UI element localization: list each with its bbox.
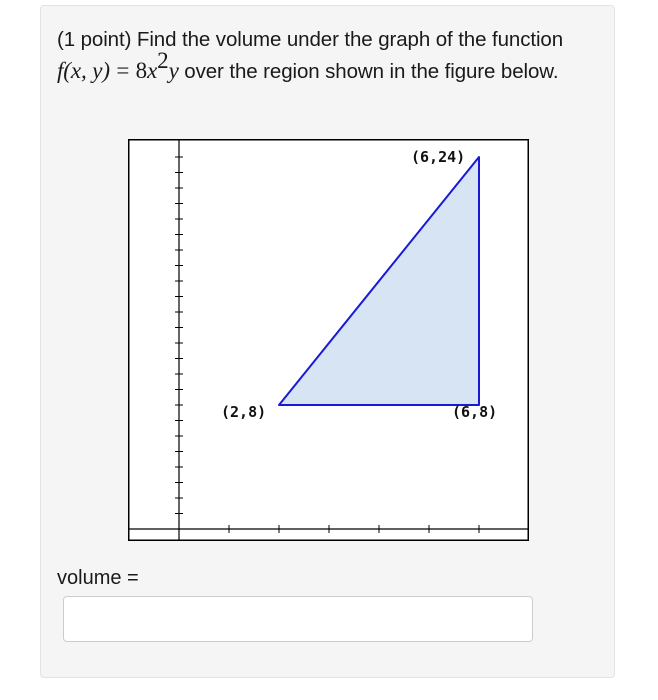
problem-card xyxy=(40,5,615,678)
problem-text-after: over the region shown in the figure below. xyxy=(184,60,559,83)
volume-label: volume = xyxy=(57,567,139,589)
exponent: 2 xyxy=(157,48,169,74)
function-expression xyxy=(57,48,179,83)
region-figure xyxy=(128,139,529,541)
function-lhs: f(x, y) xyxy=(57,58,110,83)
points-label: (1 point) xyxy=(57,28,132,51)
coefficient: 8 xyxy=(135,58,148,83)
vertex-label: (6,8) xyxy=(452,403,498,421)
vertex-label: (2,8) xyxy=(221,403,267,421)
function-base: x xyxy=(147,58,158,83)
problem-statement xyxy=(57,24,587,87)
vertex-label: (6,24) xyxy=(411,148,466,166)
function-var: y xyxy=(168,58,179,83)
problem-text-before: Find the volume under the graph of the function xyxy=(136,28,564,51)
equals-sign: = xyxy=(116,58,130,83)
volume-input[interactable] xyxy=(63,596,533,642)
